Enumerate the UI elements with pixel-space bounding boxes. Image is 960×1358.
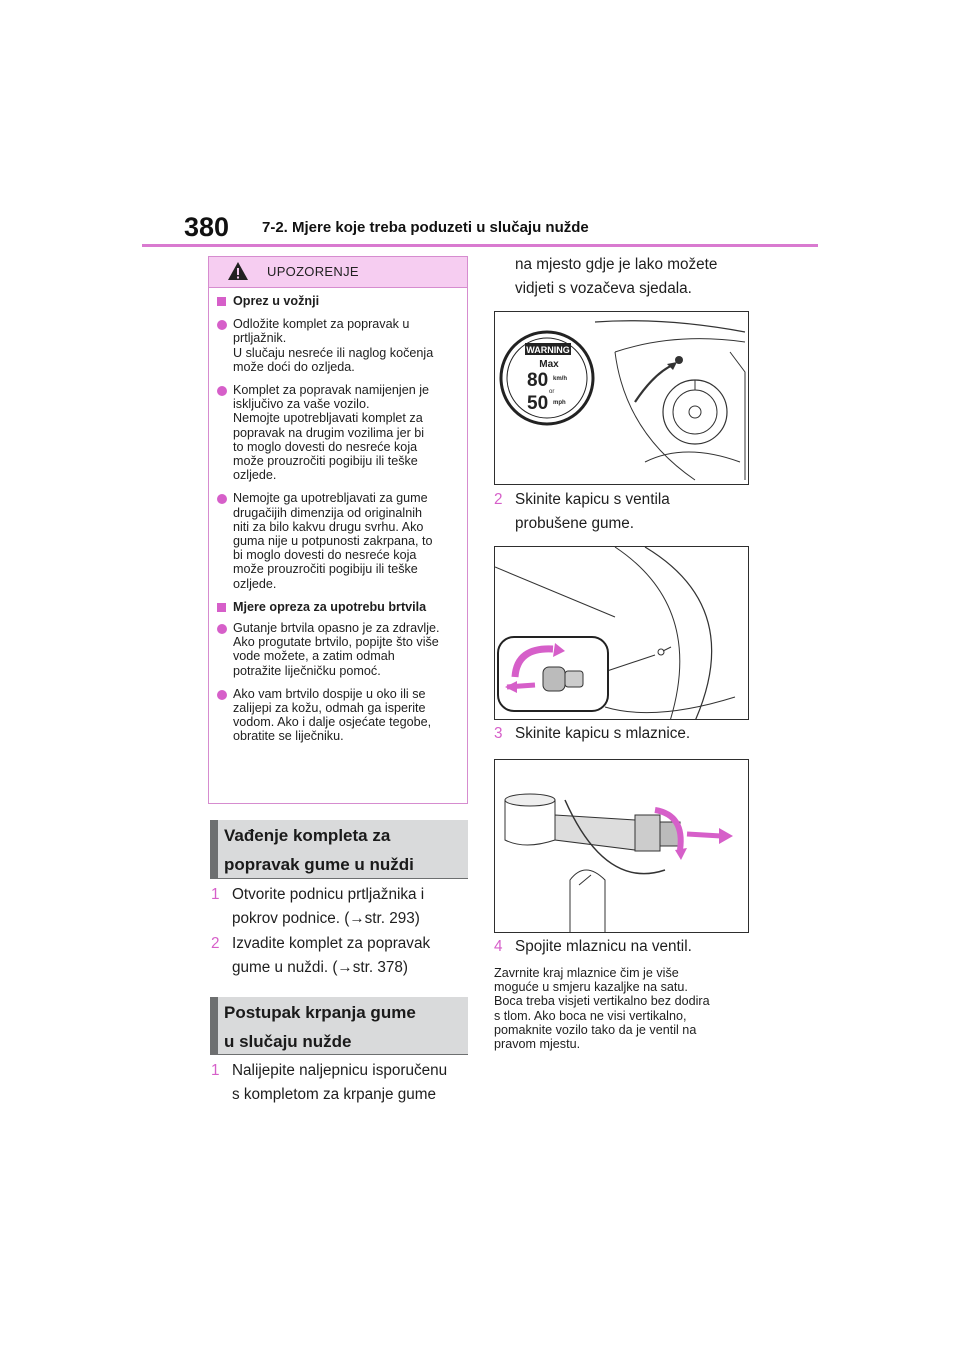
step-item: 3 Skinite kapicu s mlaznice. <box>494 725 691 742</box>
warning-subheading: Oprez u vožnji <box>217 294 459 308</box>
page-number: 380 <box>184 212 230 242</box>
square-bullet-icon <box>217 297 226 306</box>
round-bullet-icon <box>217 624 227 634</box>
step-item: 1 Nalijepite naljepnicu isporučenu s kompletom za krpanje gume <box>211 1062 448 1103</box>
sticker-speed-kmh: 80 <box>527 370 549 391</box>
round-bullet-icon <box>217 386 227 396</box>
step-item: 2 Izvadite komplet za popravak gume u nuždi. (→str. 378) <box>211 935 431 976</box>
sticker-warning: WARNING <box>526 345 570 355</box>
step-item: 4 Spojite mlaznicu na ventil. <box>494 938 692 955</box>
warning-item: Odložite komplet za popravak u prtljažnik. U slučaju nesreće ili naglog kočenja može doći do ozljeda. <box>217 317 459 374</box>
warning-triangle-icon <box>227 261 249 281</box>
warning-title: UPOZORENJE <box>267 264 359 279</box>
warning-header <box>209 257 467 288</box>
warning-sticker-icon <box>501 332 593 424</box>
instruction-note: Zavrnite kraj mlaznice čim je više moguće u smjeru kazaljke na satu. Boca treba visjeti vertikalno bez dodira s tlom. Ako boca ne visi vertikalno, pomaknite vozilo tako da je ventil na pravom mjestu. <box>494 966 710 1052</box>
step-item: 1 Otvorite podnicu prtljažnika i pokrov podnice. (→str. 293) <box>211 886 425 927</box>
warning-item: Ako vam brtvilo dospije u oko ili se zalijepi za kožu, odmah ga isperite vodom. Ako i dalje osjećate tegobe, obratite se liječniku. <box>217 687 459 744</box>
figure-valve-cap <box>494 546 749 720</box>
section-heading-repair: Postupak krpanja gume u slučaju nužde <box>210 997 468 1054</box>
header-divider <box>142 244 818 247</box>
section-title: 7-2. Mjere koje treba poduzeti u slučaju nužde <box>262 219 589 236</box>
warning-subheading: Mjere opreza za upotrebu brtvila <box>217 600 459 614</box>
figure-nozzle-cap <box>494 759 749 933</box>
sticker-or: or <box>549 389 555 395</box>
section-divider <box>210 878 468 879</box>
warning-item: Nemojte ga upotrebljavati za gume drugačijih dimenzija od originalnih niti za bilo kakvu drugu svrhu. Ako guma nije u potpunosti zakrpana, to bi moglo dovesti do nesreće koja može prouzročiti pogibiju ili teške ozljede. <box>217 491 459 590</box>
warning-item: Gutanje brtvila opasno je za zdravlje. Ako progutate brtvilo, popijte što više vode možete, a zatim odmah potražite liječničku pomoć. <box>217 621 459 678</box>
dashboard-illustration <box>495 312 749 485</box>
figure-sticker-placement <box>494 311 749 485</box>
step-continuation: na mjesto gdje je lako možete vidjeti s vozačeva sjedala. <box>515 256 718 297</box>
sticker-max: Max <box>539 359 559 370</box>
tire-valve-illustration <box>495 547 749 720</box>
warning-body <box>209 294 467 744</box>
sticker-unit-mph: mph <box>553 400 566 406</box>
round-bullet-icon <box>217 690 227 700</box>
round-bullet-icon <box>217 494 227 504</box>
nozzle-illustration <box>495 760 749 933</box>
step-item: 2 Skinite kapicu s ventila probušene gume. <box>494 491 670 532</box>
square-bullet-icon <box>217 603 226 612</box>
round-bullet-icon <box>217 320 227 330</box>
warning-box <box>208 256 468 804</box>
warning-item: Komplet za popravak namijenjen je isključivo za vaše vozilo. Nemojte upotrebljavati komplet za popravak na drugim vozilima jer bi to moglo dovesti do nesreće koja može prouzročiti pogibiju ili teške ozljede. <box>217 383 459 482</box>
section-divider <box>210 1054 468 1055</box>
sticker-unit-kmh: km/h <box>553 376 568 382</box>
sticker-speed-mph: 50 <box>527 393 549 414</box>
section-heading-removal: Vađenje kompleta za popravak gume u nuždi <box>210 820 468 878</box>
